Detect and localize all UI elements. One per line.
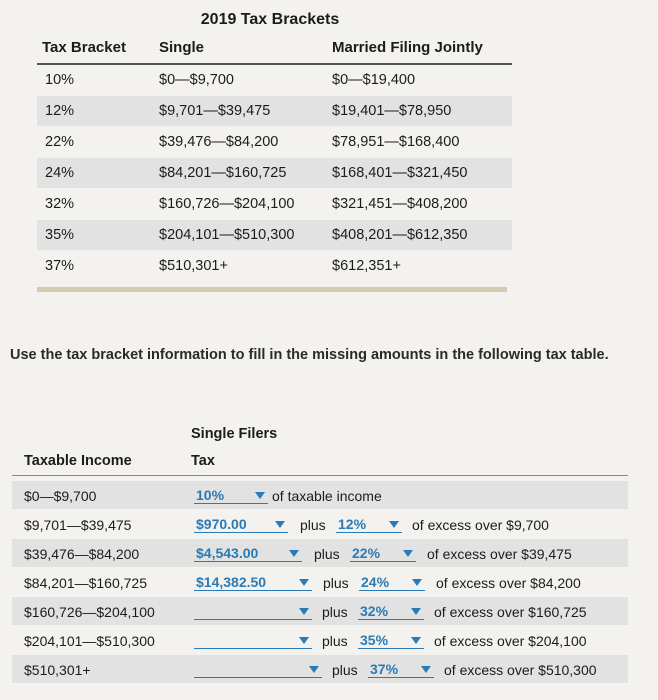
married-range: $78,951—$168,400	[332, 134, 460, 150]
tax-row	[12, 655, 628, 683]
tax-row	[12, 539, 628, 567]
rate-value: 37%	[370, 661, 399, 677]
header-tax-bracket: Tax Bracket	[42, 39, 126, 56]
rate-dropdown[interactable]	[350, 541, 416, 562]
rate-dropdown[interactable]	[368, 657, 434, 678]
bracket-row	[37, 96, 512, 126]
rate-value: 10%	[196, 487, 225, 503]
rate-value: 32%	[360, 603, 389, 619]
base-tax-dropdown[interactable]	[194, 570, 312, 591]
chevron-down-icon	[411, 637, 421, 644]
instruction-text: Use the tax bracket information to fill in the missing amounts in the following tax table.	[10, 347, 609, 363]
bracket-row	[37, 220, 512, 250]
chevron-down-icon	[411, 608, 421, 615]
chevron-down-icon	[255, 492, 265, 499]
chevron-down-icon	[389, 521, 399, 528]
income-range: $9,701—$39,475	[24, 517, 132, 533]
bracket-row	[37, 65, 512, 95]
excess-text: of excess over $9,700	[412, 517, 549, 533]
tax-row	[12, 481, 628, 509]
bracket-row	[37, 251, 512, 281]
bracket-rate: 12%	[45, 103, 75, 119]
married-range: $0—$19,400	[332, 72, 416, 88]
rate-dropdown[interactable]	[358, 599, 424, 620]
bracket-row	[37, 158, 512, 188]
single-filers-header: Single Filers	[191, 426, 278, 442]
plus-label: plus	[323, 575, 349, 591]
plus-label: plus	[332, 662, 358, 678]
rate-dropdown[interactable]	[194, 483, 268, 504]
rate-dropdown[interactable]	[336, 512, 402, 533]
bracket-rate: 32%	[45, 196, 75, 212]
rate-value: 35%	[360, 632, 389, 648]
married-range: $408,201—$612,350	[332, 227, 468, 243]
header-tax: Tax	[191, 453, 215, 469]
single-range: $160,726—$204,100	[159, 196, 295, 212]
chevron-down-icon	[421, 666, 431, 673]
tax-row	[12, 626, 628, 654]
excess-text: of excess over $204,100	[434, 633, 587, 649]
excess-text: of excess over $510,300	[444, 662, 597, 678]
married-range: $612,351+	[332, 258, 401, 274]
income-range: $510,301+	[24, 662, 91, 678]
excess-text: of excess over $84,200	[436, 575, 581, 591]
bracket-row	[37, 127, 512, 157]
single-range: $39,476—$84,200	[159, 134, 279, 150]
chevron-down-icon	[299, 579, 309, 586]
chevron-down-icon	[275, 521, 285, 528]
plus-label: plus	[322, 633, 348, 649]
header-married-filing-jointly: Married Filing Jointly	[332, 39, 483, 56]
rate-dropdown[interactable]	[359, 570, 425, 591]
rate-value: 24%	[361, 574, 390, 590]
bracket-rate: 10%	[45, 72, 75, 88]
income-range: $160,726—$204,100	[24, 604, 155, 620]
chevron-down-icon	[309, 666, 319, 673]
chevron-down-icon	[403, 550, 413, 557]
chevron-down-icon	[289, 550, 299, 557]
income-range: $204,101—$510,300	[24, 633, 155, 649]
excess-text: of excess over $39,475	[427, 546, 572, 562]
base-tax-dropdown[interactable]	[194, 628, 312, 649]
chevron-down-icon	[299, 608, 309, 615]
bracket-row	[37, 189, 512, 219]
single-range: $510,301+	[159, 258, 228, 274]
income-range: $0—$9,700	[24, 488, 97, 504]
bracket-rate: 35%	[45, 227, 75, 243]
income-range: $84,201—$160,725	[24, 575, 147, 591]
base-tax-value: $4,543.00	[196, 545, 259, 561]
base-tax-value: $14,382.50	[196, 574, 267, 590]
rate-dropdown[interactable]	[358, 628, 424, 649]
bracket-rate: 37%	[45, 258, 75, 274]
tax-row	[12, 597, 628, 625]
single-range: $9,701—$39,475	[159, 103, 271, 119]
base-tax-value: $970.00	[196, 516, 247, 532]
table-bottom-rule	[37, 287, 507, 292]
married-range: $168,401—$321,450	[332, 165, 468, 181]
header-single: Single	[159, 39, 205, 56]
plus-label: plus	[322, 604, 348, 620]
excess-text: of excess over $160,725	[434, 604, 587, 620]
of-taxable-income-text: of taxable income	[272, 488, 382, 504]
base-tax-dropdown[interactable]	[194, 541, 302, 562]
single-range: $204,101—$510,300	[159, 227, 295, 243]
brackets-title: 2019 Tax Brackets	[200, 11, 340, 28]
chevron-down-icon	[299, 637, 309, 644]
married-range: $19,401—$78,950	[332, 103, 452, 119]
plus-label: plus	[314, 546, 340, 562]
header-divider	[12, 475, 628, 476]
tax-row	[12, 510, 628, 538]
base-tax-dropdown[interactable]	[194, 657, 322, 678]
tax-row	[12, 568, 628, 596]
rate-value: 12%	[338, 516, 367, 532]
bracket-rate: 22%	[45, 134, 75, 150]
married-range: $321,451—$408,200	[332, 196, 468, 212]
plus-label: plus	[300, 517, 326, 533]
single-range: $84,201—$160,725	[159, 165, 287, 181]
income-range: $39,476—$84,200	[24, 546, 140, 562]
bracket-rate: 24%	[45, 165, 75, 181]
single-range: $0—$9,700	[159, 72, 234, 88]
chevron-down-icon	[412, 579, 422, 586]
base-tax-dropdown[interactable]	[194, 599, 312, 620]
rate-value: 22%	[352, 545, 381, 561]
header-taxable-income: Taxable Income	[24, 453, 132, 469]
base-tax-dropdown[interactable]	[194, 512, 288, 533]
